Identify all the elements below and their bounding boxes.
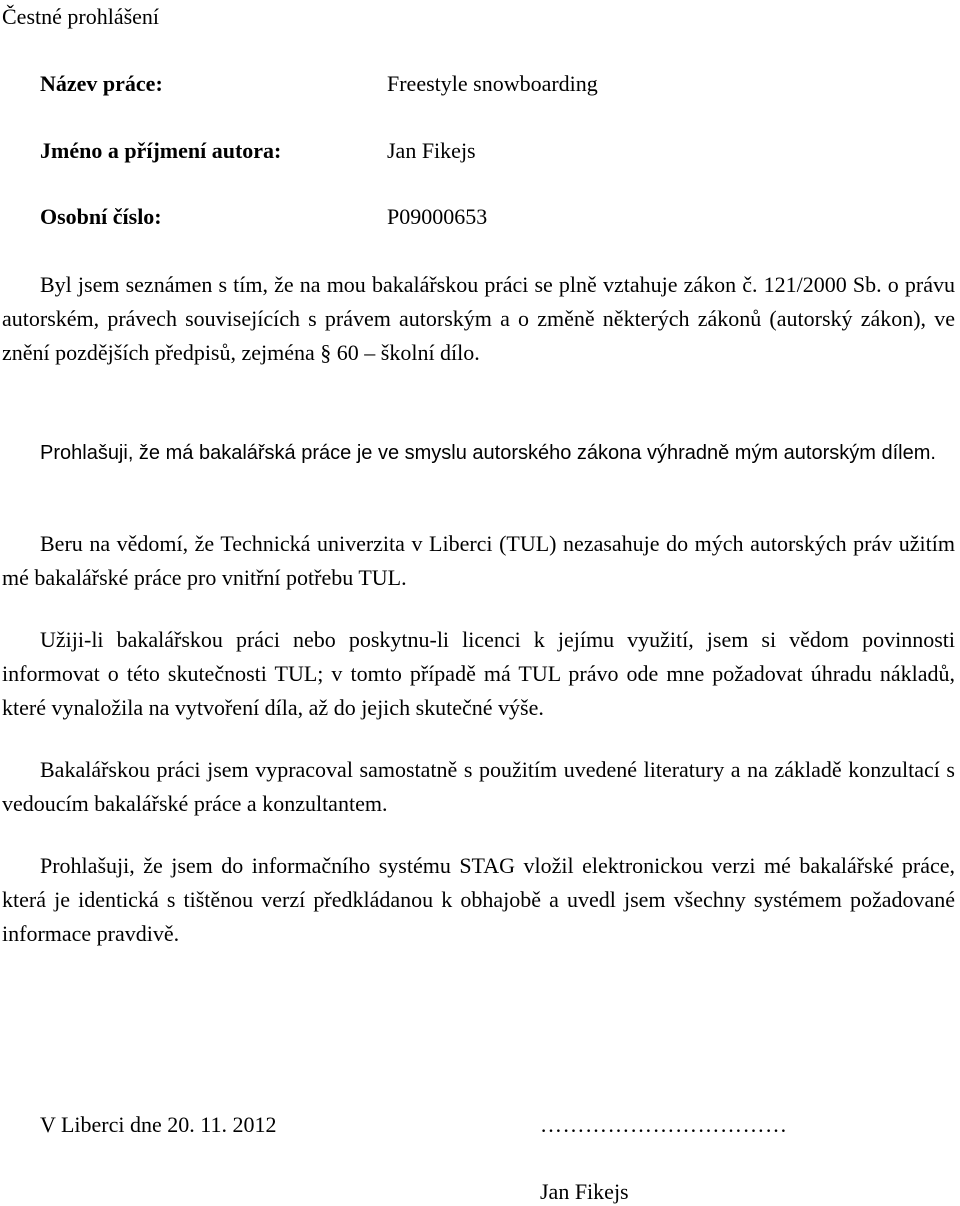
meta-label: Název práce: xyxy=(40,71,163,96)
paragraph-stag-upload: Prohlašuji, že jsem do informačního systému STAG vložil elektronickou verzi mé bakalářské práce, která je identická s tištěnou verzí předkládanou k obhajobě a uvedl jsem všechny systémem požadované informace pravdivě. xyxy=(2,853,955,946)
meta-value: P09000653 xyxy=(387,204,488,229)
meta-row-thesis-title xyxy=(40,70,940,98)
paragraph-independent-work: Bakalářskou práci jsem vypracoval samostatně s použitím uvedené literatury a na základě konzultací s vedoucím bakalářské práce a konzultantem. xyxy=(2,757,955,816)
meta-value: Jan Fikejs xyxy=(387,138,476,163)
meta-row-personal-number xyxy=(40,203,940,231)
place-and-date: V Liberci dne 20. 11. 2012 xyxy=(40,1112,277,1137)
signature-name: Jan Fikejs xyxy=(540,1179,629,1204)
meta-row-author-name xyxy=(40,137,940,165)
paragraph-tul-rights: Beru na vědomí, že Technická univerzita v Liberci (TUL) nezasahuje do mých autorských práv užitím mé bakalářské práce pro vnitřní potřebu TUL. xyxy=(2,531,955,590)
meta-label: Jméno a příjmení autora: xyxy=(40,138,282,163)
signature-line: …………………………… xyxy=(540,1112,788,1137)
paragraph-license-obligation: Užiji-li bakalářskou práci nebo poskytnu-li licenci k jejímu využití, jsem si vědom povinnosti informovat o této skutečnosti TUL; v tomto případě má TUL právo ode mne požadovat úhradu nákladů, které vynaložila na vytvoření díla, až do jejich skutečné výše. xyxy=(2,627,955,720)
meta-label: Osobní číslo: xyxy=(40,204,162,229)
paragraph-copyright-law: Byl jsem seznámen s tím, že na mou bakalářskou práci se plně vztahuje zákon č. 121/2000 Sb. o právu autorském, právech souvisejících s právem autorským a o změně některých zákonů (autorský zákon), ve znění pozdějších předpisů, zejména § 60 – školní dílo. xyxy=(2,272,955,365)
meta-value: Freestyle snowboarding xyxy=(387,71,598,96)
page-title: Čestné prohlášení xyxy=(2,4,160,29)
paragraph-author-statement: Prohlašuji, že má bakalářská práce je ve smyslu autorského zákona výhradně mým autorským dílem. xyxy=(40,442,936,464)
